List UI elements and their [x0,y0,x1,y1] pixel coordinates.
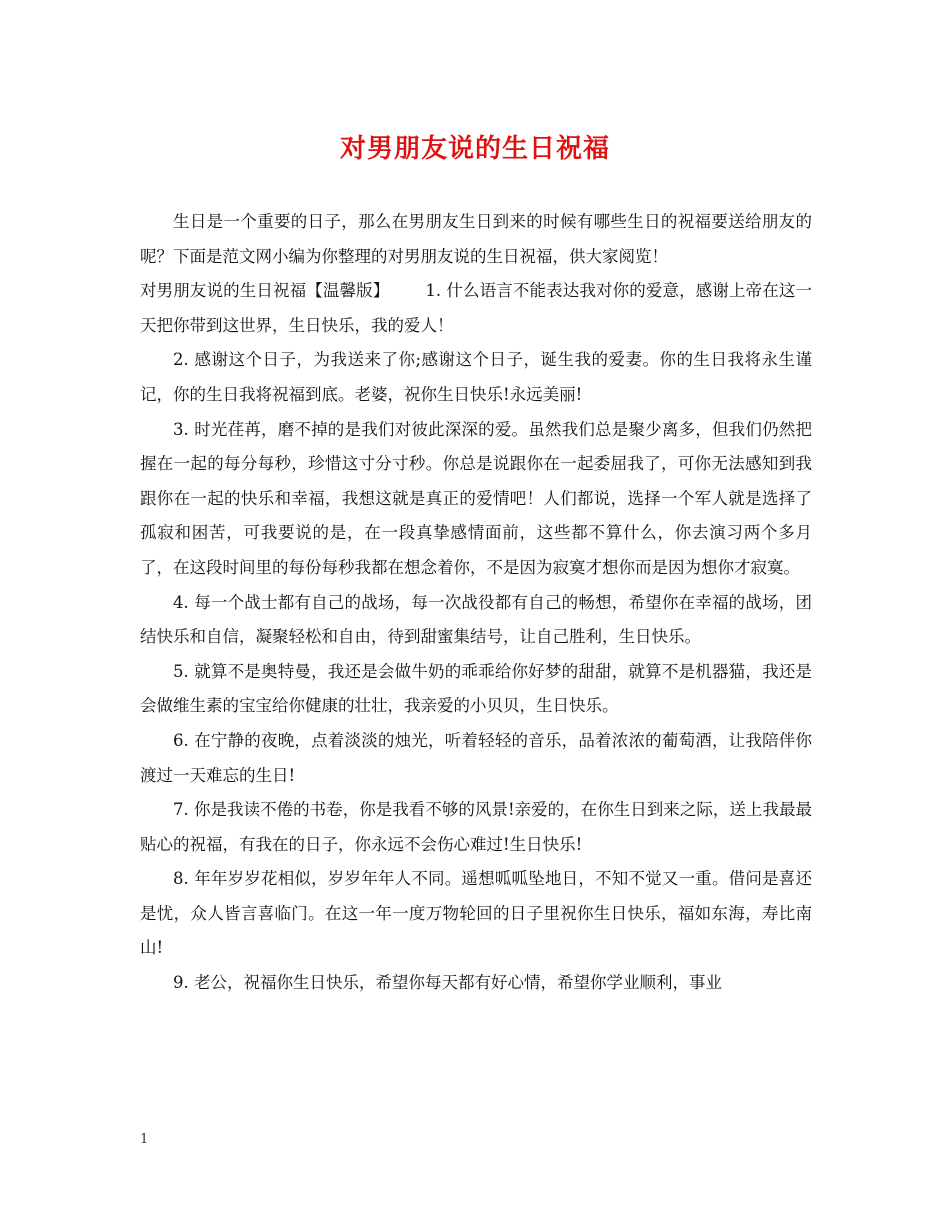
list-item-8: 8. 年年岁岁花相似，岁岁年年人不同。遥想呱呱坠地日，不知不觉又一重。借问是喜还是忧，众人皆言喜临门。在这一年一度万物轮回的日子里祝你生日快乐，福如东海，寿比南山! [140,869,812,958]
list-item-3: 3. 时光荏苒，磨不掉的是我们对彼此深深的爱。虽然我们总是聚少离多，但我们仍然把握在一起的每分每秒，珍惜这寸分寸秒。你总是说跟你在一起委屈我了，可你无法感知到我跟你在一起的快乐和幸福，我想这就是真正的爱情吧！人们都说，选择一个军人就是选择了孤寂和困苦，可我要说的是，在一段真挚感情面前，这些都不算什么，你去演习两个多月了，在这段时间里的每份每秒我都在想念着你，不是因为寂寞才想你而是因为想你才寂寞。 [140,419,812,577]
intro-paragraph: 生日是一个重要的日子，那么在男朋友生日到来的时候有哪些生日的祝福要送给朋友的呢？下面是范文网小编为你整理的对男朋友说的生日祝福，供大家阅览！ [140,212,812,266]
list-item-5: 5. 就算不是奥特曼，我还是会做牛奶的乖乖给你好梦的甜甜，就算不是机器猫，我还是会做维生素的宝宝给你健康的壮壮，我亲爱的小贝贝，生日快乐。 [140,661,812,716]
page-title: 对男朋友说的生日祝福 [339,134,610,164]
page-number: 1 [140,1132,149,1147]
list-item-4: 4. 每一个战士都有自己的战场，每一次战役都有自己的畅想，希望你在幸福的战场，团结快乐和自信，凝聚轻松和自由，待到甜蜜集结号，让自己胜利，生日快乐。 [140,592,812,647]
list-item-7: 7. 你是我读不倦的书卷，你是我看不够的风景!亲爱的，在你生日到来之际，送上我最最贴心的祝福，有我在的日子，你永远不会伤心难过!生日快乐! [140,800,812,854]
document-body [140,205,812,1001]
list-item-1: 1. 什么语言不能表达我对你的爱意，感谢上帝在这一天把你带到这世界，生日快乐，我的爱人！ [140,281,812,335]
list-item-9: 9. 老公，祝福你生日快乐，希望你每天都有好心情，希望你学业顺利，事业 [173,973,722,993]
list-item-2: 2. 感谢这个日子，为我送来了你;感谢这个日子，诞生我的爱妻。你的生日我将永生谨记，你的生日我将祝福到底。老婆，祝你生日快乐!永远美丽! [140,350,812,404]
subheading-line [140,274,812,343]
section-subheading: 对男朋友说的生日祝福【温馨版】 [140,281,390,301]
list-item-6: 6. 在宁静的夜晚，点着淡淡的烛光，听着轻轻的音乐，品着浓浓的葡萄酒，让我陪伴你渡过一天难忘的生日! [140,730,812,785]
